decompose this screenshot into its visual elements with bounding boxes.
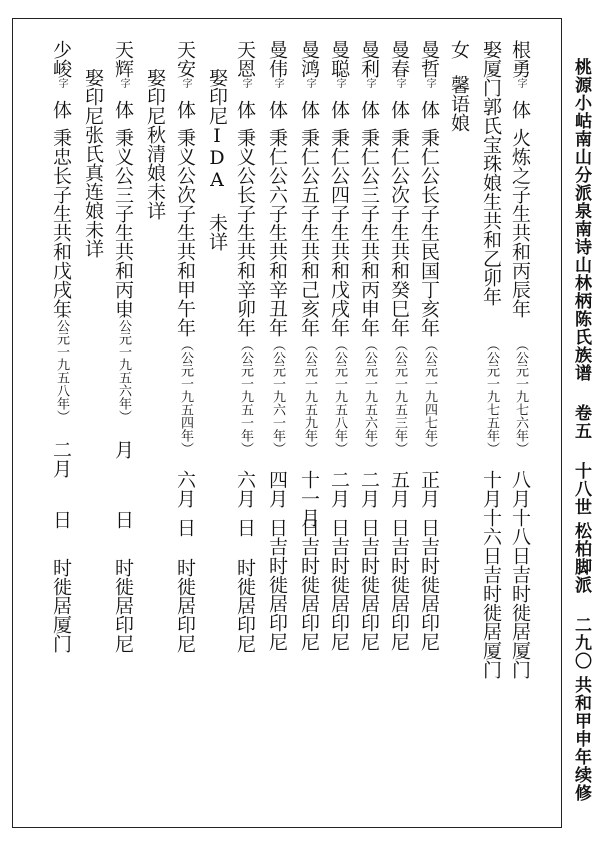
entry-text: 体 [298, 100, 320, 119]
entry-text: 天安 [174, 40, 196, 78]
entry-text: 体 [112, 100, 134, 119]
entry-text: 秉仁公三子生共和丙申年 [358, 128, 380, 337]
entry-text: 秉仁公次子生共和癸巳年 [388, 128, 410, 337]
entry-text: 曼春 [388, 40, 410, 78]
running-header [568, 58, 594, 802]
entry-text: 曼哲 [418, 40, 440, 78]
entry-text: 月 [112, 440, 134, 459]
entry-text: 日 [112, 510, 134, 529]
entry-text: 秉义公三子生共和丙申 [112, 128, 134, 318]
style-marker: 字 [515, 78, 526, 88]
entry-column [170, 40, 200, 830]
entry-text: 火炼之子生共和丙辰年 [509, 128, 531, 318]
entry-column [78, 40, 108, 830]
entry-text: 二月 [328, 470, 350, 508]
entry-text: 日吉时徙居印尼 [298, 518, 320, 651]
entry-text: 秉义公次子生共和甲午年 [174, 128, 196, 337]
entry-column [505, 40, 535, 830]
entry-text: 五月 [388, 470, 410, 508]
entry-text: 天辉 [112, 40, 134, 78]
entry-text: 日 [234, 518, 256, 537]
entry-text: 体 [358, 100, 380, 119]
header-edition: 共和甲申年续修 [571, 676, 591, 802]
entry-column [294, 40, 324, 830]
gregorian-year: （公元一九五八年） [54, 306, 69, 423]
entry-column [202, 40, 232, 830]
entry-text: 体 [266, 100, 288, 119]
entry-text: 娶印尼秋清娘未详 [144, 68, 166, 220]
entry-column [444, 40, 474, 830]
entry-text: 时徙居印尼 [174, 558, 196, 653]
gregorian-year: （公元一九五六年） [362, 338, 377, 455]
entry-text: 四月 [266, 470, 288, 508]
entry-text: 时徙居印尼 [234, 558, 256, 653]
entry-text: 体 [418, 100, 440, 119]
header-generation: 十八世 [571, 462, 591, 516]
entry-text: 秉仁公长子生民国丁亥年 [418, 128, 440, 337]
gregorian-year: （公元一九五六年） [116, 306, 131, 423]
gregorian-year: （公元一九四七年） [422, 338, 437, 455]
entry-column [46, 40, 76, 830]
style-marker: 字 [394, 78, 405, 88]
header-title: 桃源小岵南山分派泉南诗山林柄陈氏族谱 [571, 58, 591, 382]
style-marker: 字 [180, 78, 191, 88]
entry-text: 曼鸿 [298, 40, 320, 78]
entry-text: 六月 [234, 470, 256, 508]
entry-text: 二月 [358, 470, 380, 508]
entry-text: 六月 [174, 470, 196, 508]
entry-text: 日吉时徙居印尼 [418, 518, 440, 651]
entry-text: 体 [50, 100, 72, 119]
entry-text: 正月 [418, 470, 440, 508]
entry-text: 日吉时徙居印尼 [328, 518, 350, 651]
entry-text: 八月十八日吉时徙居厦门 [509, 470, 531, 679]
header-volume: 卷五 [571, 404, 591, 440]
entry-text: 馨语娘 [448, 75, 470, 132]
entry-text: 秉仁公五子生共和己亥年 [298, 128, 320, 337]
header-page-number: 二九〇 [571, 616, 591, 670]
entry-text: 体 [174, 100, 196, 119]
gregorian-year: （公元一九七五年） [484, 338, 499, 455]
entry-text: 体 [328, 100, 350, 119]
style-marker: 字 [240, 78, 251, 88]
entry-text: 体 [509, 100, 531, 119]
style-marker: 字 [304, 78, 315, 88]
entry-text: 娶印尼IDA 未详 [206, 68, 228, 251]
gregorian-year: （公元一九五九年） [302, 338, 317, 455]
entry-text: 十月十六日吉时徙居厦门 [480, 470, 502, 679]
entry-text: 日吉时徙居印尼 [358, 518, 380, 651]
style-marker: 字 [334, 78, 345, 88]
entry-text: 秉忠长子生共和戊戌年 [50, 128, 72, 318]
entry-text: 秉义公长子生共和辛卯年 [234, 128, 256, 337]
entry-text: 曼聪 [328, 40, 350, 78]
entry-column [108, 40, 138, 830]
style-marker: 字 [272, 78, 283, 88]
gregorian-year: （公元一九六一年） [270, 338, 285, 455]
gregorian-year: （公元一九七六年） [513, 338, 528, 455]
entry-text: 二月 [50, 440, 72, 478]
style-marker: 字 [118, 78, 129, 88]
entry-text: 女 [448, 40, 470, 59]
entry-column [262, 40, 292, 830]
entry-text: 日 [174, 518, 196, 537]
entry-text: 少峻 [50, 40, 72, 78]
entry-column [384, 40, 414, 830]
entry-text: 天恩 [234, 40, 256, 78]
entry-text: 日吉时徙居印尼 [388, 518, 410, 651]
gregorian-year: （公元一九五三年） [392, 338, 407, 455]
entry-text: 曼伟 [266, 40, 288, 78]
entry-column [230, 40, 260, 830]
entry-text: 娶厦门郭氏宝珠娘生共和乙卯年 [480, 40, 502, 306]
style-marker: 字 [56, 78, 67, 88]
entry-text: 体 [234, 100, 256, 119]
entry-text: 体 [388, 100, 410, 119]
entry-column [354, 40, 384, 830]
entry-text: 日吉时徙居印尼 [266, 518, 288, 651]
gregorian-year: （公元一九五四年） [178, 338, 193, 455]
entry-text: 十一月 [298, 470, 320, 527]
gregorian-year: （公元一九五八年） [332, 338, 347, 455]
style-marker: 字 [424, 78, 435, 88]
entry-column [140, 40, 170, 830]
entry-text: 娶印尼张氏真连娘未详 [82, 68, 104, 258]
entry-text: 秉仁公四子生共和戊戌年 [328, 128, 350, 337]
entry-text: 日 [50, 510, 72, 529]
gregorian-year: （公元一九五一年） [238, 338, 253, 455]
entry-text: 秉仁公六子生共和辛丑年 [266, 128, 288, 337]
entry-text: 曼利 [358, 40, 380, 78]
entry-column [324, 40, 354, 830]
entry-column [414, 40, 444, 830]
entry-text: 根勇 [509, 40, 531, 78]
entry-column [476, 40, 506, 830]
entry-text: 时徙居厦门 [50, 558, 72, 653]
entry-text: 时徙居印尼 [112, 558, 134, 653]
header-branch: 松柏脚派 [571, 522, 591, 594]
style-marker: 字 [364, 78, 375, 88]
